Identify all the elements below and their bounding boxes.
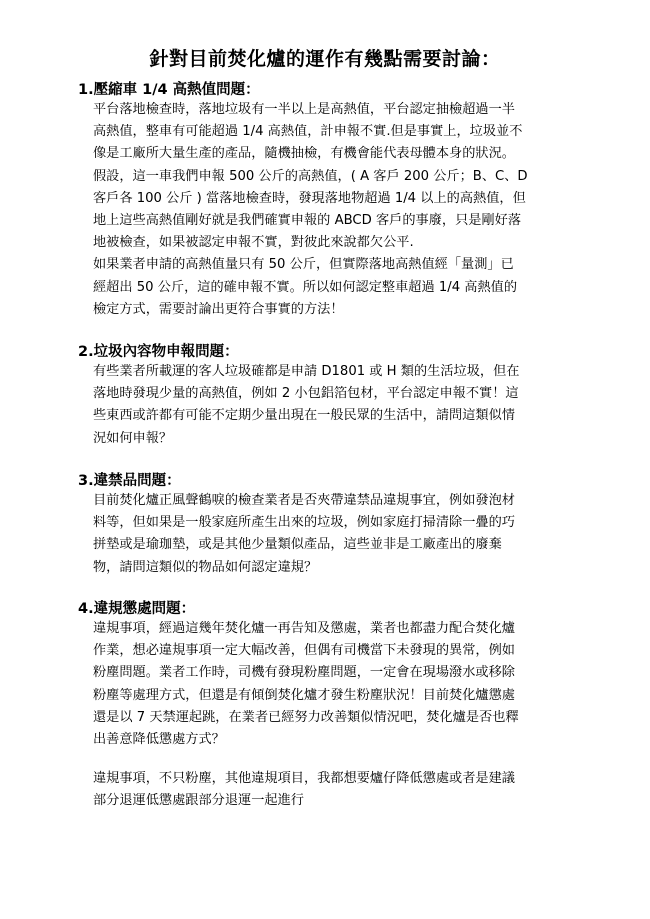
section-1-paragraph (93, 99, 593, 321)
paragraph-line: 地上這些高熱值剛好就是我們確實申報的 ABCD 客戶的事廢，只是剛好落 (93, 212, 522, 228)
paragraph-line: 目前焚化爐正風聲鶴唳的檢查業者是否夾帶違禁品違規事宜，例如發泡材 (93, 493, 515, 508)
page-title: 針對目前焚化爐的運作有幾點需要討論： (149, 48, 501, 70)
paragraph-line: 有些業者所載運的客人垃圾確都是申請 D1801 或 H 類的生活垃圾，但在 (93, 364, 520, 379)
paragraph-line: 料等，但如果是一般家庭所產生出來的垃圾，例如家庭打掃清除一疊的巧 (93, 515, 515, 531)
paragraph-line: 高熱值，整車有可能超過 1/4 高熱值，計申報不實.但是事實上，垃圾並不 (93, 124, 523, 140)
paragraph-line: 粉塵問題。業者工作時，司機有發現粉塵問題，一定會在現場潑水或移除 (93, 665, 515, 681)
paragraph-line: 況如何申報？ (93, 430, 173, 446)
section-2-paragraph (93, 361, 593, 450)
section-4-paragraph-1 (93, 618, 593, 751)
paragraph-line: 些東西或許都有可能不定期少量出現在一般民眾的生活中，請問這類似情 (93, 408, 515, 424)
paragraph-line: 客戶各 100 公斤 ) 當落地檢查時，發現落地物超過 1/4 以上的高熱值，但 (93, 190, 526, 206)
section-heading-4: 4.違規懲處問題： (78, 601, 196, 617)
paragraph-line: 假設，這一車我們申報 500 公斤的高熱值，( A 客戶 200 公斤；B、C、D (93, 168, 528, 184)
paragraph-line: 檢定方式，需要討論出更符合事實的方法！ (93, 301, 344, 317)
paragraph-line: 違規事項，不只粉塵，其他違規項目，我都想要爐仔降低懲處或者是建議 (93, 771, 515, 786)
paragraph-line: 經超出 50 公斤，這的確申報不實。所以如何認定整車超過 1/4 高熱值的 (93, 279, 518, 295)
paragraph-line: 地被檢查，如果被認定申報不實，對彼此來說都欠公平. (93, 235, 414, 251)
section-heading-3: 3.違禁品問題： (78, 473, 181, 489)
section-heading-1: 1.壓縮車 1/4 高熱值問題： (78, 82, 260, 98)
paragraph-line: 拼墊或是瑜珈墊，或是其他少量類似產品，這些並非是工廠產出的廢棄 (93, 537, 502, 553)
paragraph-line: 像是工廠所大量生產的產品，隨機抽檢，有機會能代表母體本身的狀況。 (93, 146, 515, 162)
section-3-paragraph (93, 490, 593, 579)
paragraph-line: 還是以 7 天禁運起跳，在業者已經努力改善類似情況吧，焚化爐是否也釋 (93, 709, 519, 725)
paragraph-line: 違規事項，經過這幾年焚化爐一再告知及懲處，業者也都盡力配合焚化爐 (93, 621, 515, 636)
paragraph-line: 部分退運低懲處跟部分退運一起進行 (93, 793, 304, 809)
section-4-paragraph-2 (93, 768, 593, 812)
paragraph-line: 出善意降低懲處方式？ (93, 731, 225, 747)
paragraph-line: 平台落地檢查時，落地垃圾有一半以上是高熱值，平台認定抽檢超過一半 (93, 102, 515, 117)
paragraph-line: 粉塵等處理方式，但還是有傾倒焚化爐才發生粉塵狀況！目前焚化爐懲處 (93, 687, 515, 703)
paragraph-line: 物，請問這類似的物品如何認定違規？ (93, 559, 318, 575)
paragraph-line: 落地時發現少量的高熱值，例如 2 小包鋁箔包材，平台認定申報不實！這 (93, 386, 519, 402)
section-heading-2: 2.垃圾內容物申報問題： (78, 344, 239, 360)
paragraph-line: 如果業者申請的高熱值量只有 50 公斤，但實際落地高熱值經「量測」已 (93, 257, 514, 273)
paragraph-line: 作業，想必違規事項一定大幅改善，但偶有司機當下未發現的異常，例如 (93, 643, 515, 659)
